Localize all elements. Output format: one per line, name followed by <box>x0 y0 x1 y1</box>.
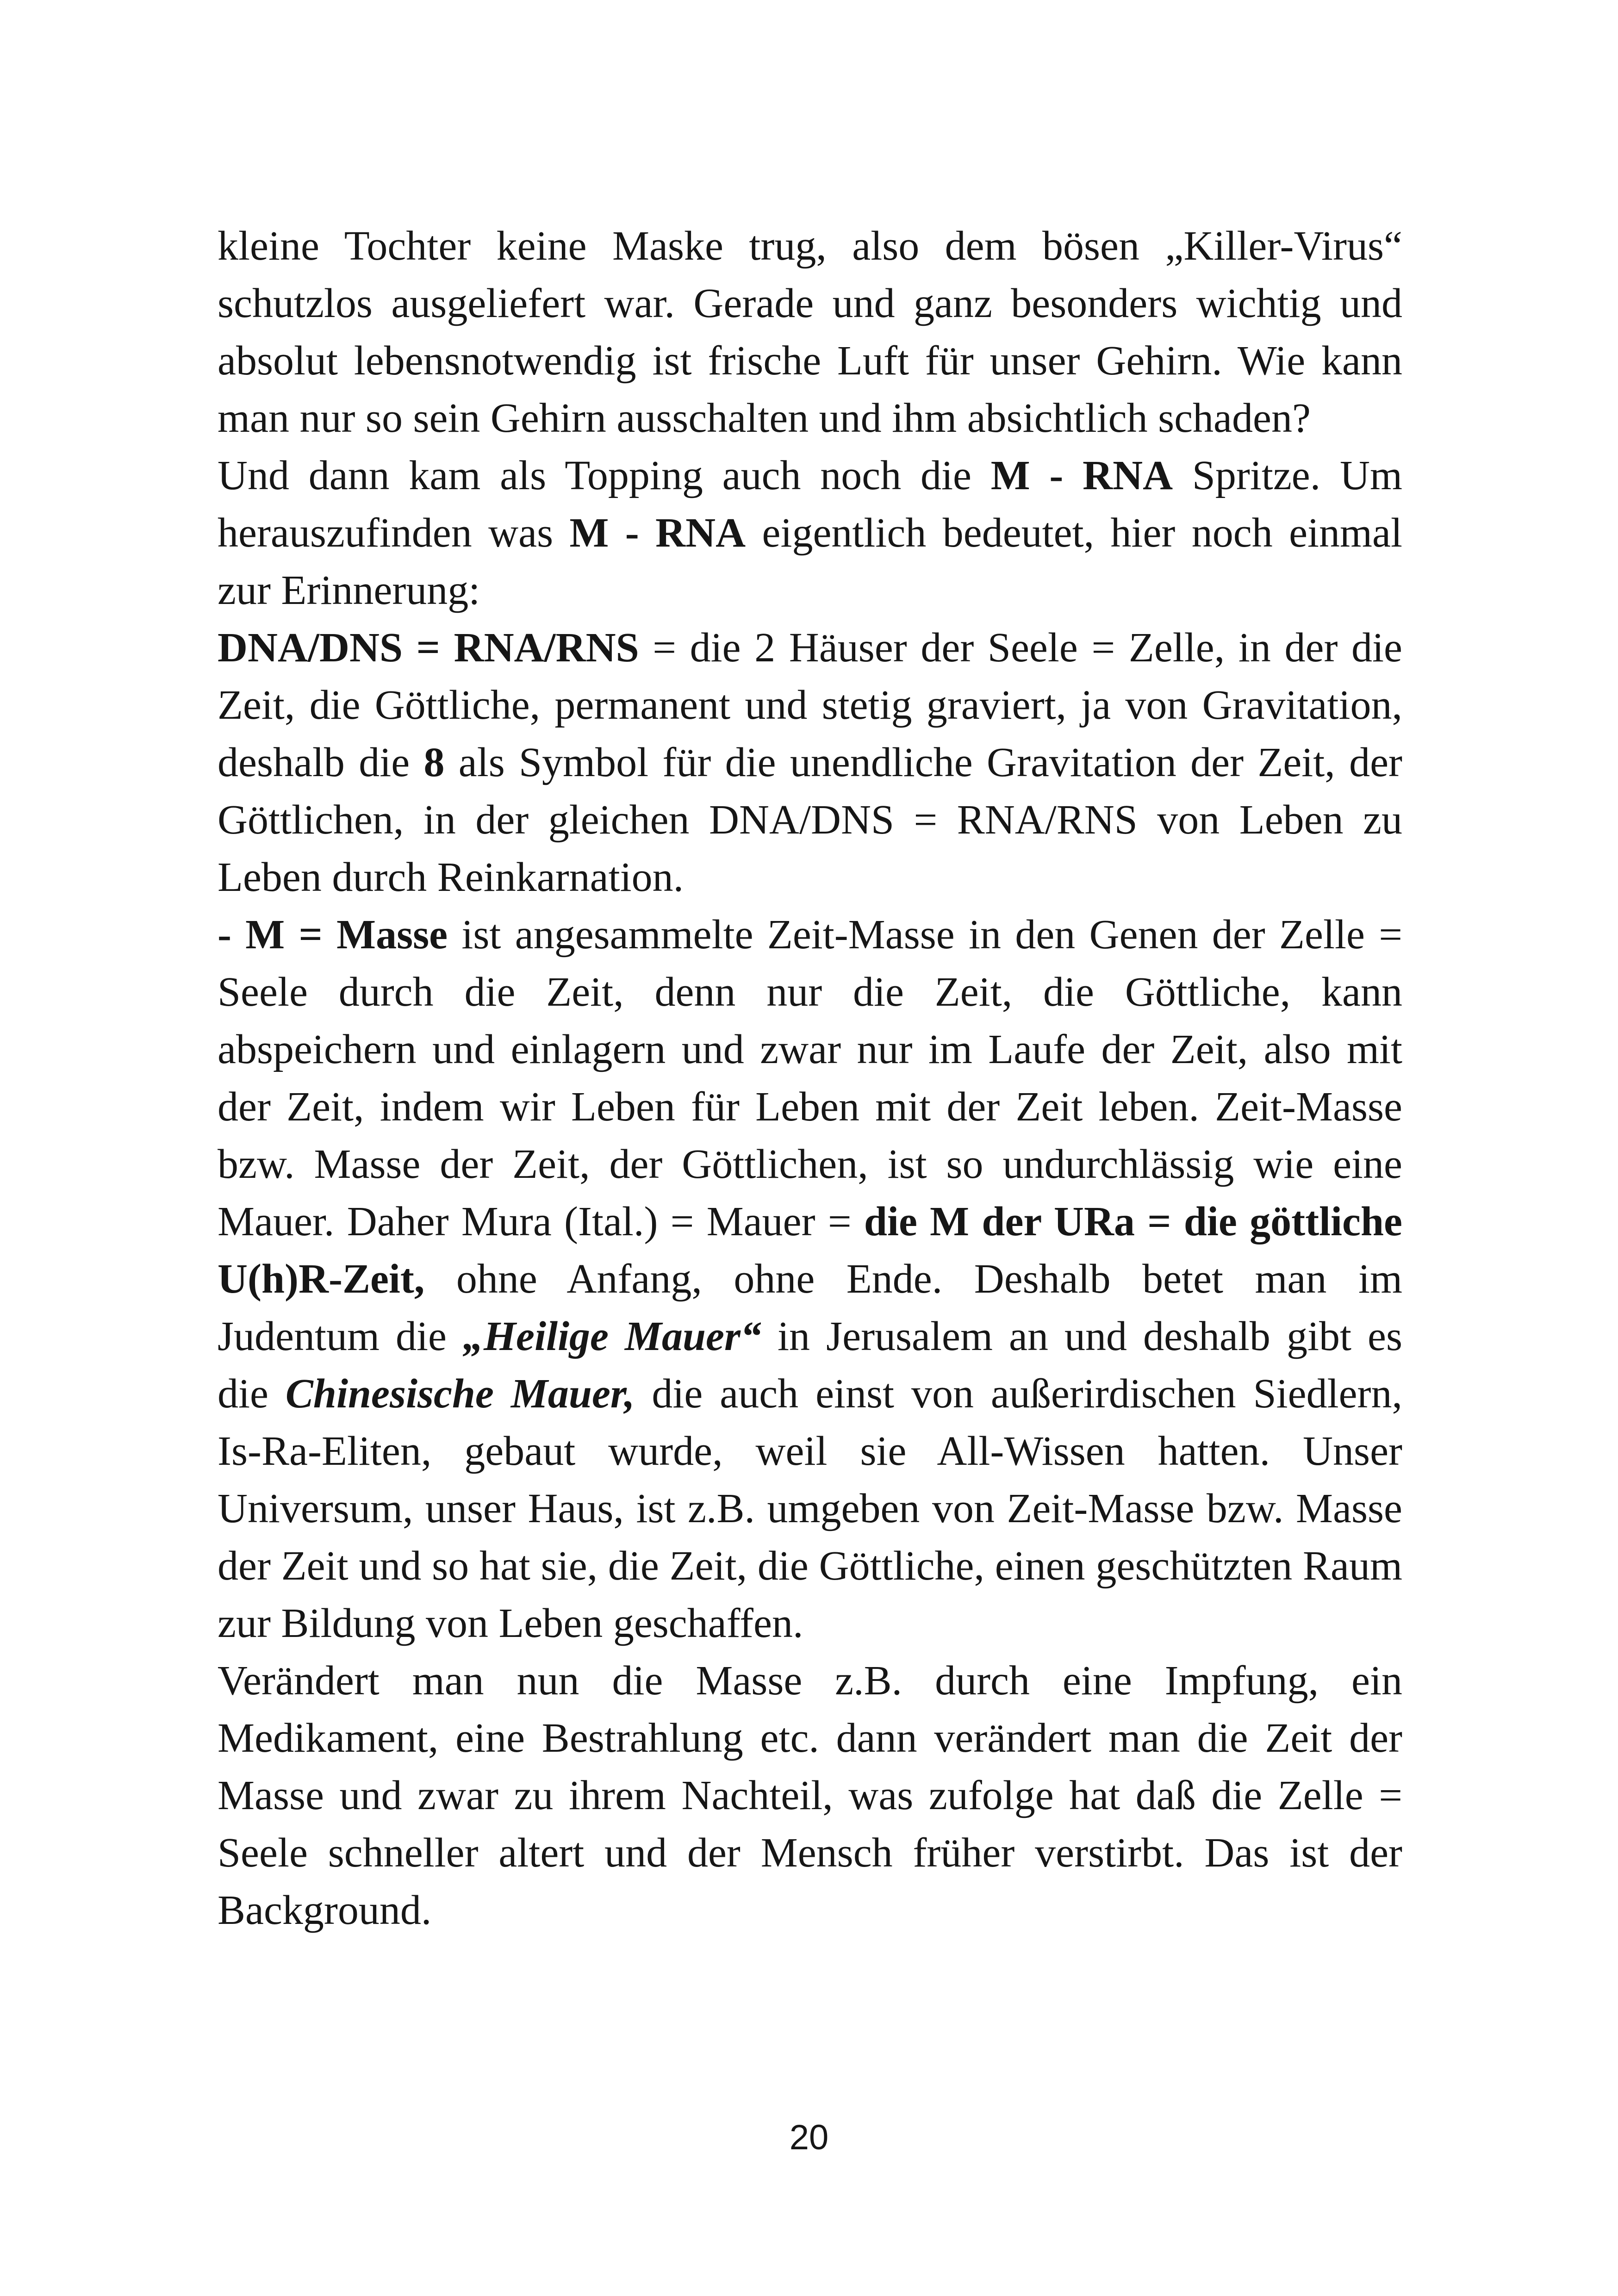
text-run: als Symbol für die unendliche Gravitation der Zeit, der Göttlichen, in der gleichen DNA/DNS = RNA/RNS von Leben zu Leben durch Reinkarnation. <box>218 740 1402 900</box>
bold-term: M - RNA <box>569 510 746 556</box>
bold-italic-term: Chinesische Mauer, <box>285 1371 635 1417</box>
text-run: die auch einst von außerirdischen Siedlern, Is-Ra-Eliten, gebaut wurde, weil sie All-Wissen hatten. Unser Universum, unser Haus, ist z.B. umgeben von Zeit-Masse bzw. Masse der Zeit und so hat sie, die Zeit, die Göttliche, einen geschützten Raum zur Bildung von Leben geschaffen. <box>218 1371 1402 1646</box>
text-run: Und dann kam als Topping auch noch die <box>218 453 991 498</box>
bold-term: M - RNA <box>990 453 1173 498</box>
paragraph: kleine Tochter keine Maske trug, also dem bösen „Killer-Virus“ schutzlos ausgeliefert war. Gerade und ganz besonders wichtig und absolut lebensnotwendig ist frische Luft für unser Gehirn. Wie kann man nur so sein Gehirn ausschalten und ihm absichtlich schaden? <box>218 223 1402 441</box>
paragraph <box>218 447 1402 619</box>
text-run: = die 2 Häuser der Seele = Zelle, in der die Zeit, die Göttliche, permanent und stetig graviert, ja von Gravitation, deshalb die <box>218 625 1402 785</box>
bold-term: DNA/DNS = RNA/RNS <box>218 625 639 671</box>
page-body <box>218 218 1402 1939</box>
paragraph <box>218 906 1402 1652</box>
paragraph: Verändert man nun die Masse z.B. durch eine Impfung, ein Medikament, eine Bestrahlung etc. dann verändert man die Zeit der Masse und zwar zu ihrem Nachteil, was zufolge hat daß die Zelle = Seele schneller altert und der Mensch früher verstirbt. Das ist der Background. <box>218 1658 1402 1933</box>
bold-italic-term: „Heilige Mauer“ <box>463 1313 762 1359</box>
text-run: eigentlich bedeutet, hier noch einmal zur Erinnerung: <box>218 510 1402 613</box>
bold-term: - M = Masse <box>218 912 448 958</box>
paragraph <box>218 619 1402 906</box>
bold-term: 8 <box>423 740 445 785</box>
text-run: in Jerusalem an und deshalb gibt es die <box>218 1313 1402 1417</box>
text-run: ohne Anfang, ohne Ende. Deshalb betet man im Judentum die <box>218 1256 1402 1359</box>
text-run: ist angesammelte Zeit-Masse in den Genen der Zelle = Seele durch die Zeit, denn nur die Zeit, die Göttliche, kann abspeichern und einlagern und zwar nur im Laufe der Zeit, also mit der Zeit, indem wir Leben für Leben mit der Zeit leben. Zeit-Masse bzw. Masse der Zeit, der Göttlichen, ist so undurchlässig wie eine Mauer. Daher Mura (Ital.) = Mauer = <box>218 912 1402 1244</box>
page-number: 20 <box>789 2118 829 2157</box>
text-run: Spritze. Um herauszufinden was <box>218 453 1402 556</box>
bold-term: die M der URa = die göttliche U(h)R-Zeit, <box>218 1199 1402 1302</box>
